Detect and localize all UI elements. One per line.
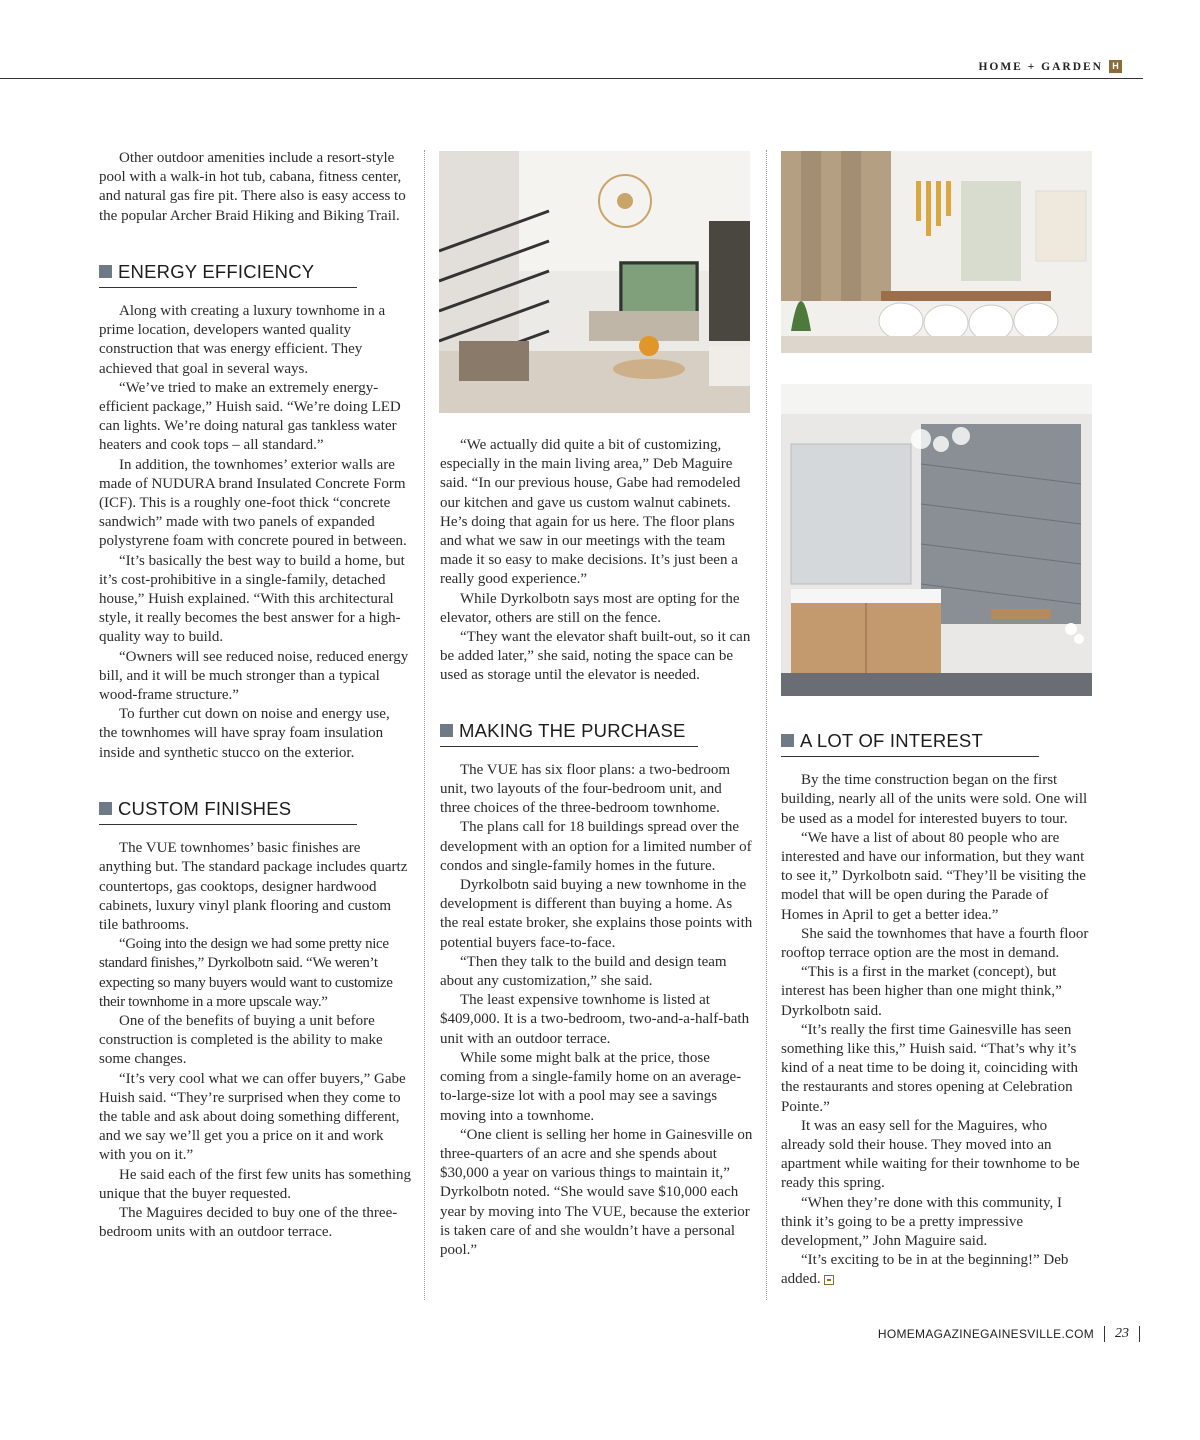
making-the-purchase-heading-block bbox=[440, 721, 698, 747]
website-url: HOMEMAGAZINEGAINESVILLE.COM bbox=[877, 1327, 1094, 1341]
making-the-purchase-heading bbox=[440, 721, 698, 740]
a-lot-of-interest-heading-block bbox=[781, 731, 1039, 757]
column-divider bbox=[766, 150, 767, 1300]
dining-room-illustration bbox=[781, 151, 1092, 353]
paragraph: Along with creating a luxury townhome in a prime location, developers wanted quality construction that was energy efficient. They achieved that goal in several ways. bbox=[99, 303, 386, 377]
paragraph: “We actually did quite a bit of customizing, especially in the main living area,” Deb Maguire said. “In our previous house, Gabe had remodeled our kitchen and gave us custom walnut cabinets. He’s doing that again for us here. The floor plans and what we saw in our meetings with the team made it so easy to make decisions. It’s just been a really good experience.” bbox=[440, 437, 741, 588]
column-2 bbox=[440, 436, 754, 1260]
bathroom-illustration bbox=[781, 384, 1092, 696]
paragraph: The least expensive townhome is listed at $409,000. It is a two-bedroom, two-and-a-half-bath unit with an outdoor terrace. bbox=[440, 992, 750, 1047]
paragraph: He said each of the first few units has something unique that the buyer requested. bbox=[99, 1166, 412, 1202]
intro-paragraph: Other outdoor amenities include a resort-style pool with a walk-in hot tub, cabana, fitness center, and natural gas fire pit. There also is easy access to the popular Archer Braid Hiking and Biking Trail. bbox=[99, 150, 406, 224]
heading-text: ENERGY EFFICIENCY bbox=[118, 260, 315, 282]
paragraph: “Going into the design we had some pretty nice standard finishes,” Dyrkolbotn said. “We weren’t expecting so many buyers would want to customize their townhome in a more upscale way.” bbox=[99, 936, 393, 1010]
footer-divider bbox=[1104, 1326, 1105, 1342]
paragraph: “It’s really the first time Gainesville has seen something like this,” Huish said. “That’s why it’s kind of a neat time to be doing it, coinciding with the restaurants and stores opening at Celebration Pointe.” bbox=[781, 1021, 1079, 1115]
energy-efficiency-heading bbox=[99, 262, 357, 281]
paragraph: The VUE townhomes’ basic finishes are anything but. The standard package includes quartz countertops, gas cooktops, designer hardwood cabinets, luxury vinyl plank flooring and custom tile bathrooms. bbox=[99, 840, 408, 933]
column-3 bbox=[781, 730, 1093, 1290]
paragraph: The VUE has six floor plans: a two-bedroom unit, two layouts of the four-bedroom unit, and three choices of the three-bedroom townhome. bbox=[440, 761, 731, 817]
paragraph: “Owners will see reduced noise, reduced energy bill, and it will be much stronger than a typical wood-frame structure.” bbox=[99, 648, 409, 704]
paragraph: It was an easy sell for the Maguires, who already sold their house. They moved into an apartment while waiting for their townhome to be ready this spring. bbox=[781, 1117, 1080, 1192]
heading-square-icon bbox=[99, 265, 112, 278]
section-logo-mark: H bbox=[1109, 60, 1122, 73]
paragraph: “We have a list of about 80 people who are interested and have our information, but they want to see it,” Dyrkolbotn said. “They’ll be visiting the model that will be open during the Parade of Homes in April to get a better idea.” bbox=[781, 829, 1086, 923]
paragraph: “They want the elevator shaft built-out, so it can be added later,” she said, noting the space can be used as storage until the elevator is needed. bbox=[440, 629, 751, 684]
paragraph: To further cut down on noise and energy use, the townhomes will have spray foam insulation inside and synthetic stucco on the exterior. bbox=[99, 706, 390, 761]
living-room-photo bbox=[439, 151, 750, 413]
paragraph: “This is a first in the market (concept), but interest has been higher than one might think,” Dyrkolbotn said. bbox=[781, 964, 1062, 1019]
paragraph: “One client is selling her home in Gainesville on three-quarters of an acre and she spends about $30,000 a year on various things to maintain it,” Dyrkolbotn noted. “She would save $10,000 each year by moving into The VUE, because the exterior is taken care of and she wouldn’t have a personal pool.” bbox=[440, 1126, 753, 1258]
living-room-illustration bbox=[439, 151, 750, 413]
custom-finishes-heading-block bbox=[99, 799, 357, 825]
energy-efficiency-heading-block bbox=[99, 262, 357, 288]
paragraph: Dyrkolbotn said buying a new townhome in the development is different than buying a home. As the real estate broker, she explains those points with potential buyers face-to-face. bbox=[440, 877, 753, 951]
paragraph: The Maguires decided to buy one of the three-bedroom units with an outdoor terrace. bbox=[99, 1204, 398, 1241]
dining-room-photo bbox=[781, 151, 1092, 353]
paragraph: “When they’re done with this community, I think it’s going to be a pretty impressive development,” John Maguire said. bbox=[781, 1194, 1063, 1250]
heading-text: CUSTOM FINISHES bbox=[118, 797, 292, 819]
bathroom-photo bbox=[781, 384, 1092, 696]
custom-finishes-heading bbox=[99, 799, 357, 818]
paragraph: “It’s basically the best way to build a home, but it’s cost-prohibitive in a single-family, detached house,” Huish explained. “With this architectural style, it really becomes the best answer for a high-quality way to build. bbox=[99, 552, 405, 646]
heading-square-icon bbox=[99, 802, 112, 815]
a-lot-of-interest-heading bbox=[781, 731, 1039, 750]
heading-square-icon bbox=[781, 734, 794, 747]
page-number: 23 bbox=[1115, 1326, 1129, 1341]
paragraph: While some might balk at the price, those coming from a single-family home on an average-to-large-size lot with a pool may see a savings moving into a townhome. bbox=[440, 1049, 742, 1124]
end-of-article-icon bbox=[824, 1275, 834, 1285]
page-footer bbox=[878, 1326, 1140, 1342]
heading-text: A LOT OF INTEREST bbox=[800, 730, 983, 751]
closing-text: “It’s exciting to be in at the beginning!” Deb added. bbox=[781, 1252, 1069, 1288]
closing-paragraph bbox=[781, 1251, 1093, 1289]
column-divider bbox=[424, 150, 425, 1300]
paragraph: In addition, the townhomes’ exterior walls are made of NUDURA brand Insulated Concrete Form (ICF). This is a roughly one-foot thick “concrete sandwich” made with two panels of expanded polystyrene foam with concrete poured in between. bbox=[99, 456, 407, 550]
paragraph: “It’s very cool what we can offer buyers,” Gabe Huish said. “They’re surprised when they come to the table and ask about doing something different, and we say we’ll get you a price on it and work with you on it.” bbox=[99, 1070, 406, 1164]
paragraph: By the time construction began on the first building, nearly all of the units were sold. One will be used as a model for interested buyers to tour. bbox=[781, 772, 1088, 827]
column-1 bbox=[99, 149, 411, 1242]
paragraph: “Then they talk to the build and design team about any customization,” she said. bbox=[440, 953, 727, 990]
header-rule bbox=[0, 78, 1143, 79]
paragraph: The plans call for 18 buildings spread over the development with an option for a limited number of condos and single-family homes in the future. bbox=[440, 819, 752, 874]
heading-square-icon bbox=[440, 724, 453, 737]
paragraph: One of the benefits of buying a unit before construction is completed is the ability to make some changes. bbox=[99, 1012, 383, 1068]
paragraph: “We’ve tried to make an extremely energy-efficient package,” Huish said. “We’re doing LED can lights. We’re doing natural gas tankless water heaters and cook tops – all standard.” bbox=[99, 379, 401, 454]
heading-text: MAKING THE PURCHASE bbox=[459, 719, 686, 741]
section-header bbox=[978, 60, 1122, 73]
section-title: HOME + GARDEN bbox=[978, 60, 1103, 73]
footer-divider bbox=[1139, 1326, 1140, 1342]
paragraph: While Dyrkolbotn says most are opting for the elevator, others are still on the fence. bbox=[440, 590, 740, 626]
paragraph: She said the townhomes that have a fourth floor rooftop terrace option are the most in demand. bbox=[781, 925, 1089, 962]
